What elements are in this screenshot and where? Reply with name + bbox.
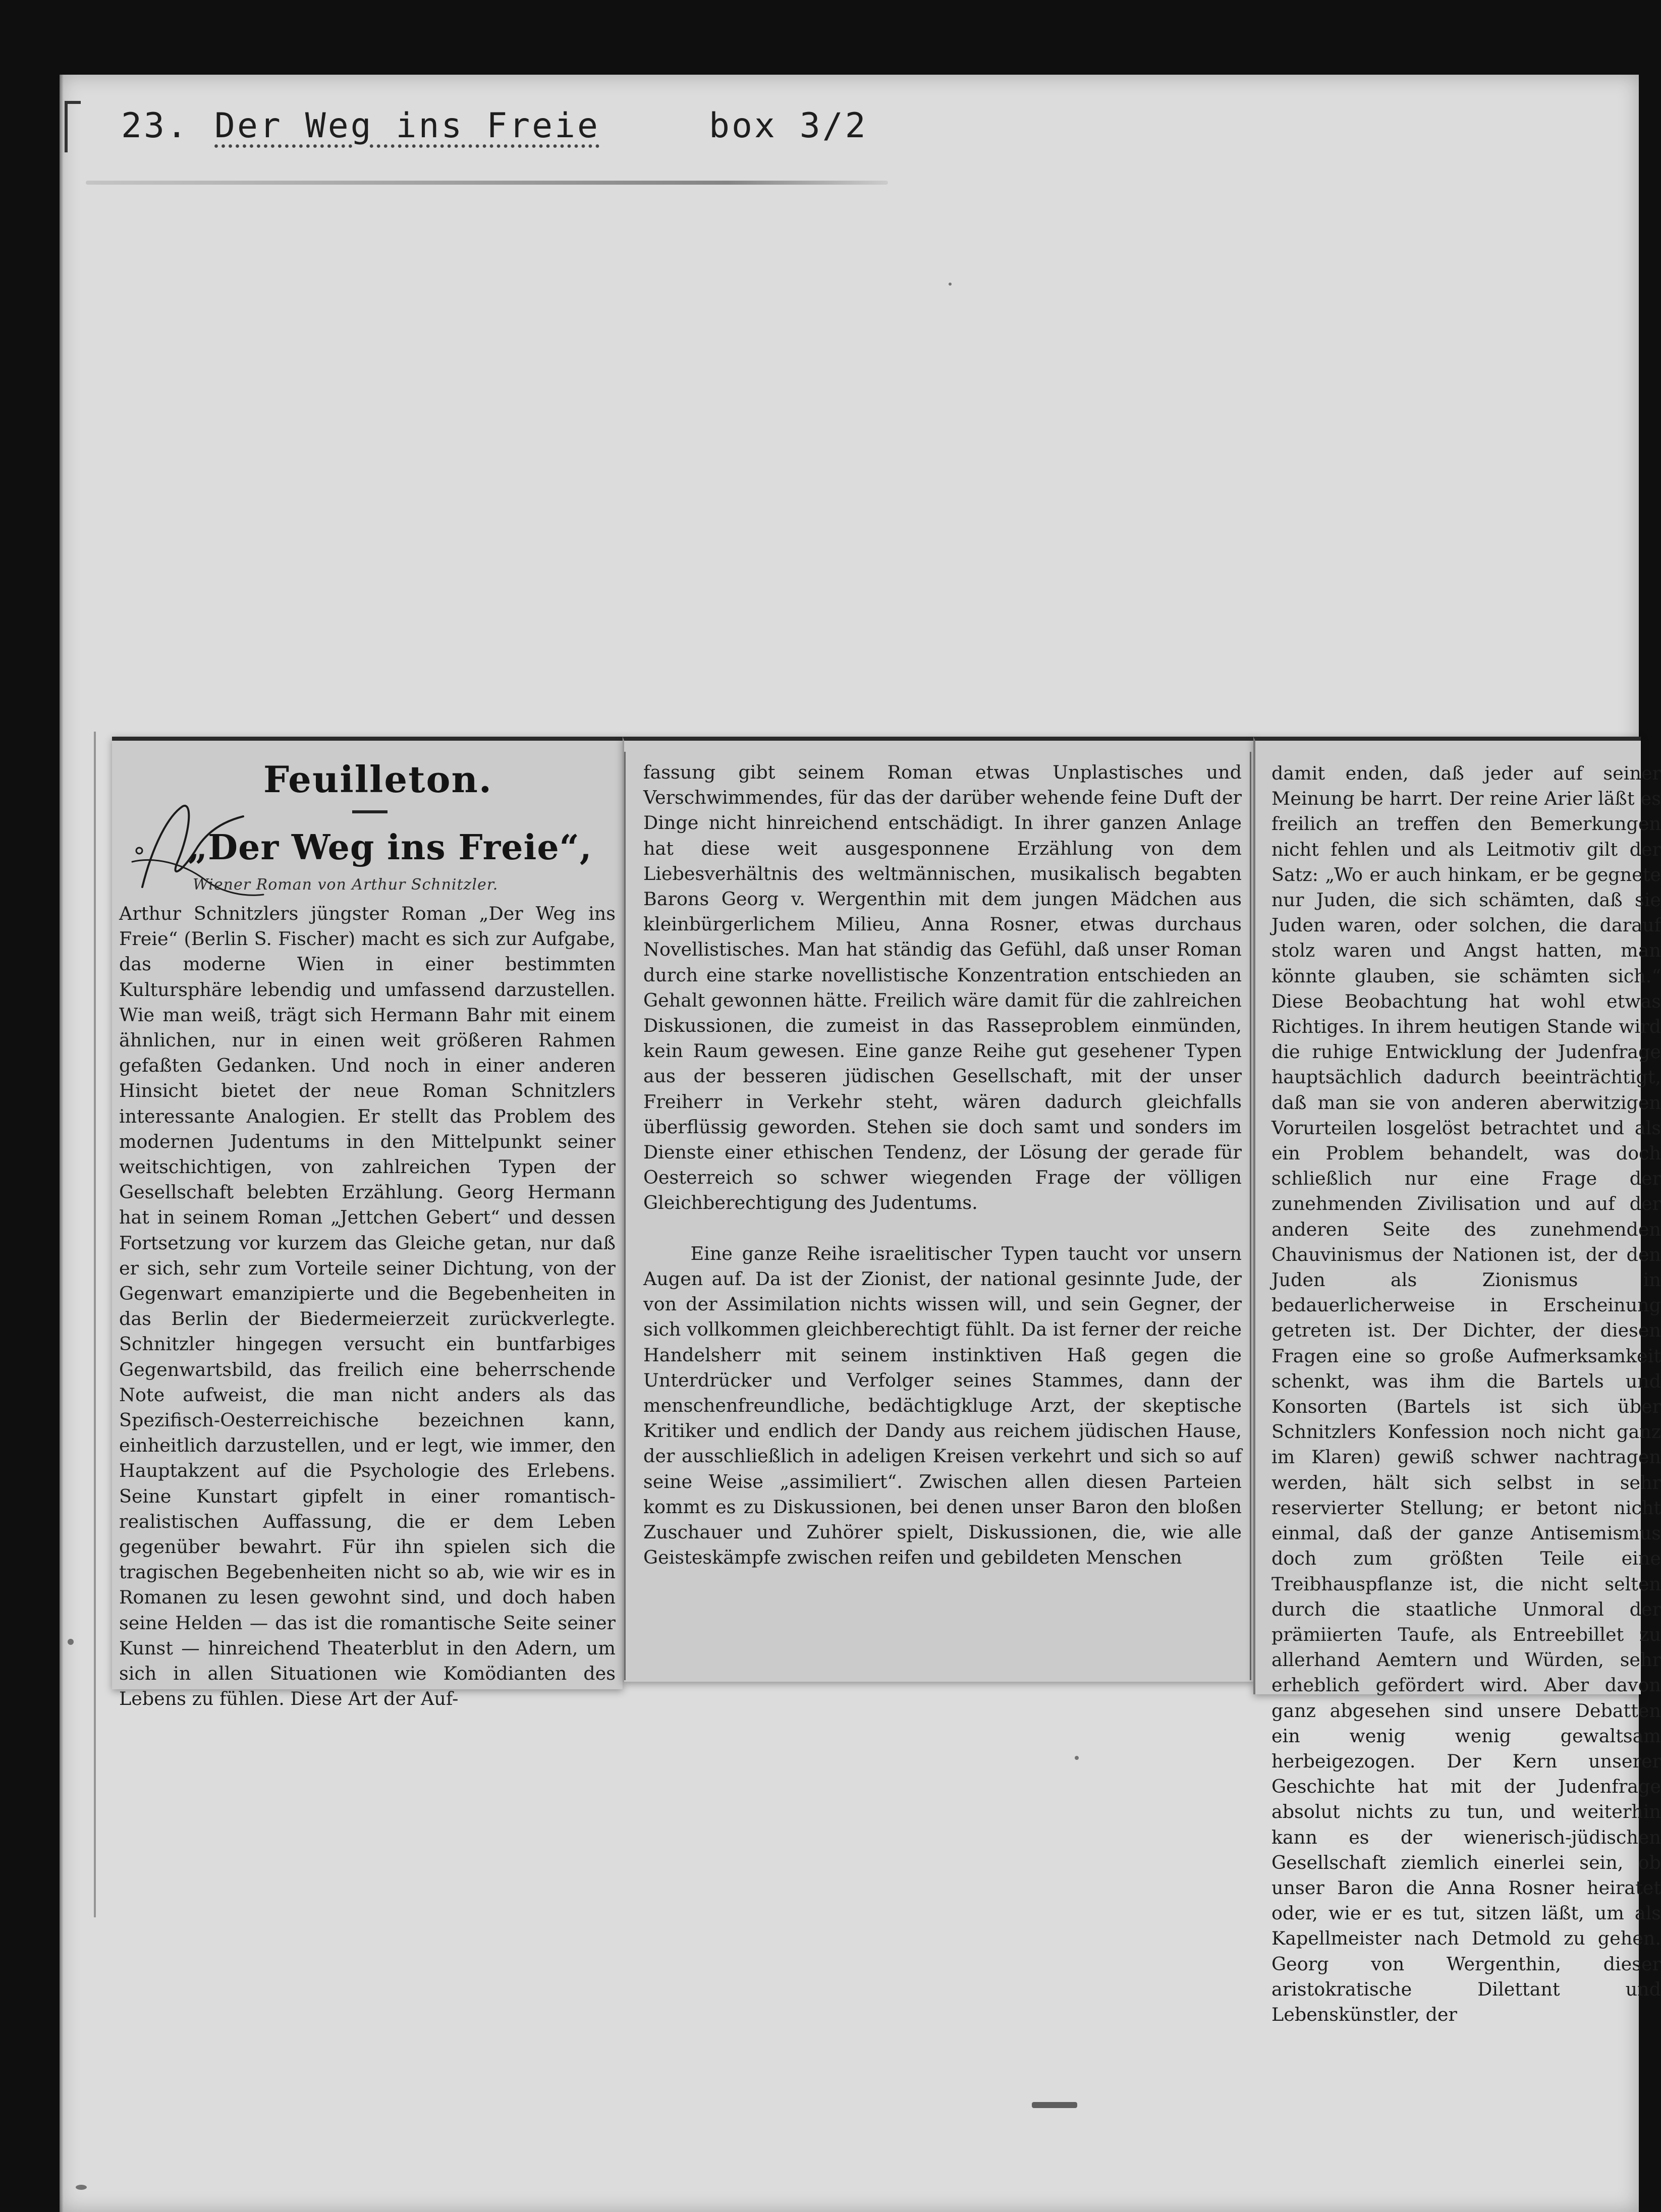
article-column-2: fassung gibt seinem Roman etwas Unplastisches und Verschwimmendes, für das der darüber wehende feine Duft der Dinge nicht hinreichend entschädigt. In ihrer ganzen Anlage hat diese weit ausgesponnene Erzählung von dem Liebesverhältnis des weltmännischen, musikalisch begabten Barons Georg v. Wergenthin mit dem jungen Mädchen aus kleinbürgerlichem Milieu, Anna Rosner, etwas durchaus Novellistisches. Man hat ständig das Gefühl, daß unser Roman durch eine starke novellistische Konzentration entschieden an Gehalt gewonnen hätte. Freilich wäre damit für die zahlreichen Diskussionen, die zumeist in das Rasseproblem einmünden, kein Raum gewesen. Eine ganze Reihe gut gesehener Typen aus der besseren jüdischen Gesellschaft, mit der unser Freiherr in Verkehr steht, wären dadurch gleichfalls überflüssig geworden. Stehen sie doch samt und sonders im Dienste einer ethischen Tendenz, der Lösung der gerade für Oesterreich so schwer wiegenden Frage der völligen Gleichberechtigung des Judentums. Eine ganze Reihe israelitischer Typen taucht vor unsern Augen auf. Da ist der Zionist, der national gesinnte Jude, der von der Assimilation nichts wissen will, und sein Gegner, der sich vollkommen gleichberechtigt fühlt. Da ist ferner der reiche Handelsherr mit seinem instinktiven Haß gegen die Unterdrücker und Verfolger seines Stammes, dann der menschenfreundliche, bedächtigkluge Arzt, der skeptische Kritiker und endlich der Dandy aus reichem jüdischen Hause, der ausschließlich in adeligen Kreisen verkehrt und sich so auf seine Weise „assimiliert“. Zwischen allen diesen Parteien kommt es zu Diskussionen, bei denen unser Baron den bloßen Zuschauer und Zuhörer spielt, Diskussionen, die, wie alle Geisteskämpfe zwischen reifen und gebildeten Menschen [643, 761, 1242, 1569]
article-subtitle: Wiener Roman von Arthur Schnitzler. [193, 876, 499, 894]
article-column-1: Arthur Schnitzlers jüngster Roman „Der Weg ins Freie“ (Berlin S. Fischer) macht es sich zur Aufgabe, das moderne Wien in einer bestimmten Kultursphäre lebendig und umfassend darzustellen. Wie man weiß, trägt sich Hermann Bahr mit einem ähnlichen, nur in einen weit größeren Rahmen gefaßten Gedanken. Und noch in einer anderen Hinsicht bietet der neue Roman Schnitzlers interessante Analogien. Er stellt das Problem des modernen Judentums in den Mittelpunkt seiner weitschichtigen, von zahlreichen Typen der Gesellschaft belebten Erzählung. Georg Hermann hat in seinem Roman „Jettchen Gebert“ und dessen Fortsetzung vor kurzem das Gleiche getan, nur daß er sich, sehr zum Vorteile seiner Dichtung, von der Gegenwart emanzipierte und die Begebenheiten in das Berlin der Biedermeierzeit zurückverlegte. Schnitzler hingegen versucht ein buntfarbiges Gegenwartsbild, das freilich eine beherrschende Note aufweist, die man nicht anders als das Spezifisch-Oesterreichische bezeichnen kann, einheitlich darzustellen, und er legt, wie immer, den Hauptakzent auf die Psychologie des Erlebens. Seine Kunstart gipfelt in einer romantisch-realistischen Auffassung, die er dem Leben gegenüber bewahrt. Für ihn spielen sich die tragischen Begebenheiten nicht so ab, wie wir es in Romanen zu lesen gewohnt sind, und doch haben seine Helden — das ist die romantische Seite seiner Kunst — hinreichend Theaterblut in den Adern, um sich in allen Situationen wie Komödianten des Lebens zu fühlen. Diese Art der Auf- [119, 903, 622, 1710]
clipping-column-1 [112, 737, 623, 1710]
folder-title: Der Weg ins Freie [214, 106, 600, 146]
column-divider [624, 752, 626, 1680]
corner-bracket-mark [65, 101, 81, 152]
dust-speck [949, 283, 952, 286]
sheet-edge-shadow [60, 75, 64, 2212]
folder-number: 23. [121, 106, 189, 146]
section-heading: Feuilleton. [263, 758, 492, 801]
clipping-column-3 [1253, 737, 1661, 2025]
clipping-column-2 [623, 737, 1255, 1682]
ink-smudge-line [86, 181, 888, 185]
dust-speck [68, 1639, 74, 1645]
column-divider [1250, 752, 1251, 1680]
box-label: box 3/2 [709, 106, 868, 146]
article-column-3: damit enden, daß jeder auf seiner Meinung be harrt. Der reine Arier läßt es freilich an treffen den Bemerkungen nicht fehlen und als Leitmotiv gilt der Satz: „Wo er auch hinkam, er be gegnete nur Juden, die sich schämten, daß sie Juden waren, oder solchen, die darauf stolz waren und Angst hatten, man könnte glauben, sie schämten sich.“ Diese Beobachtung hat wohl etwas Richtiges. In ihrem heutigen Stande wird die ruhige Entwicklung der Judenfrage hauptsächlich dadurch beeinträchtigt, daß man sie von anderen aberwitzigen Vorurteilen losgelöst betrachtet und als ein Problem behandelt, was doch schließlich nur eine Frage der zunehmenden Zivilisation und auf der anderen Seite des zunehmenden Chauvinismus der Nationen ist, der den Juden als Zionismus in bedauerlicherweise in Erscheinung getreten ist. Der Dichter, der diesen Fragen eine so große Aufmerksamkeit schenkt, was ihm die Bartels und Konsorten (Bartels ist sich über Schnitzlers Konfession noch nicht ganz im Klaren) gewiß schwer nachtragen werden, hält sich selbst in sehr reservierter Stellung; er betont nicht einmal, daß der ganze Antisemismus doch zum größten Teile eine Treibhauspflanze ist, die nicht selten durch die staatliche Unmoral der prämiierten Taufe, als Entreebillet zu allerhand Aemtern und Würden, sehr erheblich gefördert wird. Aber davon ganz abgesehen sind unsere Debatten ein wenig wenig gewaltsam herbeigezogen. Der Kern unserer Geschichte hat mit der Judenfrage absolut nichts zu tun, und weiterhin kann es der wienerisch-jüdischen Gesellschaft ziemlich einerlei sein, ob unser Baron die Anna Rosner heiratet oder, wie er es tut, sitzen läßt, um als Kapellmeister nach Detmold zu gehen. Georg von Wergenthin, dieser aristokratische Dilettant und Lebenskünstler, der [1271, 762, 1661, 2025]
dust-speck [76, 2185, 87, 2190]
dust-speck [1075, 1756, 1079, 1760]
section-rule [352, 810, 387, 813]
article-title: „Der Weg ins Freie“, [188, 827, 592, 868]
left-margin-rule [94, 732, 96, 1917]
newspaper-clipping [112, 737, 1661, 2025]
ink-stamp-mark [1032, 2102, 1077, 2108]
